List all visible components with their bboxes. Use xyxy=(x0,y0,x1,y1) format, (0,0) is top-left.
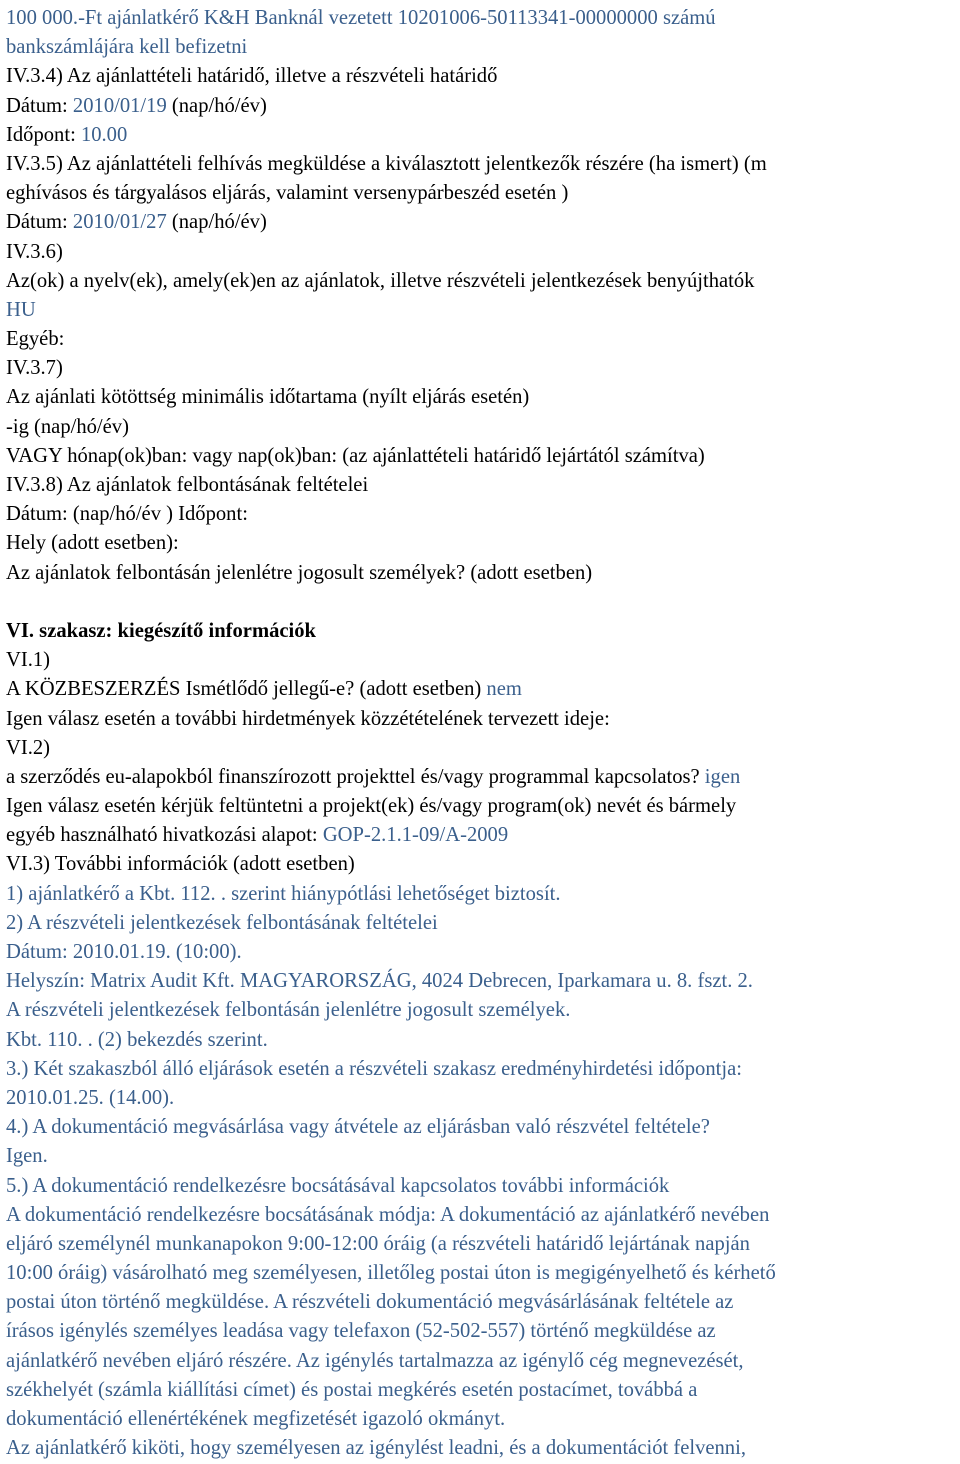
text-line xyxy=(6,1055,956,1084)
text-line xyxy=(6,734,956,763)
text-line xyxy=(6,880,956,909)
text-line xyxy=(6,296,956,325)
text-segment: Egyéb: xyxy=(6,328,65,351)
text-segment: Az ajánlati kötöttség minimális időtartama (nyílt eljárás esetén) xyxy=(6,386,530,409)
text-segment: 100 000.-Ft ajánlatkérő K&H Banknál vezetett 10201006-50113341-00000000 számú xyxy=(6,7,716,29)
text-segment: Dátum: xyxy=(6,211,73,234)
text-segment: 2010/01/19 xyxy=(72,94,167,117)
text-segment: Időpont: xyxy=(6,123,81,146)
text-segment: VI.3) További információk (adott esetben) xyxy=(6,853,355,876)
text-line xyxy=(6,938,956,967)
text-segment: VI.2) xyxy=(6,736,51,759)
text-segment: A dokumentáció rendelkezésre bocsátásának módja: A dokumentáció az ajánlatkérő nevében xyxy=(6,1203,770,1226)
top-lines xyxy=(6,4,956,588)
text-line xyxy=(6,500,956,529)
text-line xyxy=(6,92,956,121)
text-segment: ajánlatkérő nevében eljáró részére. Az igénylés tartalmazza az igénylő cég megnevezését, xyxy=(6,1349,744,1372)
text-segment: Az ajánlatkérő kiköti, hogy személyesen az igénylést leadni, és a dokumentációt felvenni, xyxy=(6,1437,746,1460)
text-segment: 2010/01/27 xyxy=(72,211,167,234)
text-segment: Kbt. 110. . (2) bekezdés szerint. xyxy=(6,1028,268,1051)
text-segment: 10:00 óráig) vásárolható meg személyesen, illetőleg postai úton is megigényelhető és kérhető xyxy=(6,1262,776,1285)
text-segment: IV.3.4) Az ajánlattételi határidő, illetve a részvételi határidő xyxy=(6,65,498,88)
text-line xyxy=(6,33,956,62)
text-segment: Igen válasz esetén a további hirdetmények közzétételének tervezett ideje: xyxy=(6,707,610,730)
text-line xyxy=(6,413,956,442)
text-line xyxy=(6,850,956,879)
text-line xyxy=(6,529,956,558)
text-segment: Igen válasz esetén kérjük feltüntetni a projekt(ek) és/vagy program(ok) nevét és bármely xyxy=(6,795,737,818)
text-segment: 1) ajánlatkérő a Kbt. 112. . szerint hiánypótlási lehetőséget biztosít. xyxy=(6,882,561,905)
text-line xyxy=(6,179,956,208)
text-segment: Az ajánlatok felbontásán jelenlétre jogosult személyek? (adott esetben) xyxy=(6,561,593,584)
text-segment: székhelyét (számla kiállítási címet) és postai megkérés esetén postacímet, továbbá a xyxy=(6,1378,698,1401)
text-line xyxy=(6,1376,956,1405)
text-segment: A KÖZBESZERZÉS Ismétlődő jellegű-e? (adott esetben) xyxy=(6,678,487,701)
text-segment: 10.00 xyxy=(80,123,128,146)
text-segment: (nap/hó/év) xyxy=(166,94,267,117)
text-segment: (nap/hó/év) xyxy=(166,211,267,234)
text-segment: egyéb használható hivatkozási alapot: xyxy=(6,824,323,847)
text-line xyxy=(6,909,956,938)
text-line xyxy=(6,238,956,267)
text-segment: Dátum: (nap/hó/év ) Időpont: xyxy=(6,503,248,526)
text-line xyxy=(6,821,956,850)
text-line xyxy=(6,967,956,996)
text-segment: Helyszín: Matrix Audit Kft. MAGYARORSZÁG, 4024 Debrecen, Iparkamara u. 8. fszt. 2. xyxy=(6,970,753,993)
text-line xyxy=(6,354,956,383)
text-segment: Dátum: 2010.01.19. (10:00). xyxy=(6,941,242,963)
bottom-lines xyxy=(6,646,956,1463)
text-line xyxy=(6,1230,956,1259)
text-segment: Az(ok) a nyelv(ek), amely(ek)en az ajánlatok, illetve részvételi jelentkezések benyújthatók xyxy=(6,269,755,292)
text-segment: VI.1) xyxy=(6,649,51,672)
text-segment: A részvételi jelentkezések felbontásán jelenlétre jogosult személyek. xyxy=(6,999,571,1022)
text-segment: 3.) Két szakaszból álló eljárások esetén a részvételi szakasz eredményhirdetési időpontja: xyxy=(6,1057,742,1080)
text-line xyxy=(6,763,956,792)
text-segment: Igen. xyxy=(6,1145,48,1168)
text-segment: dokumentáció ellenértékének megfizetését igazoló okmányt. xyxy=(6,1408,506,1430)
text-line xyxy=(6,1026,956,1055)
text-segment: igen xyxy=(704,765,741,788)
text-segment: írásos igénylés személyes leadása vagy telefaxon (52-502-557) történő megküldése az xyxy=(6,1320,716,1343)
text-line xyxy=(6,1084,956,1113)
text-segment: -ig (nap/hó/év) xyxy=(6,415,129,438)
text-segment: 2) A részvételi jelentkezések felbontásának feltételei xyxy=(6,911,438,934)
text-segment: IV.3.5) Az ajánlattételi felhívás megküldése a kiválasztott jelentkezők részére (ha ismert) (m xyxy=(6,152,767,175)
text-line xyxy=(6,121,956,150)
text-line xyxy=(6,1113,956,1142)
text-line xyxy=(6,267,956,296)
text-line xyxy=(6,1142,956,1171)
text-segment: HU xyxy=(6,298,36,321)
text-line xyxy=(6,1172,956,1201)
document-page xyxy=(6,4,956,1463)
text-line xyxy=(6,675,956,704)
text-line xyxy=(6,1288,956,1317)
section-heading: VI. szakasz: kiegészítő információk xyxy=(6,619,317,642)
text-line xyxy=(6,705,956,734)
text-segment: bankszámlájára kell befizetni xyxy=(6,36,248,59)
text-line xyxy=(6,792,956,821)
text-line xyxy=(6,150,956,179)
text-line xyxy=(6,1434,956,1463)
text-segment: 2010.01.25. (14.00). xyxy=(6,1086,175,1109)
text-line xyxy=(6,325,956,354)
text-line xyxy=(6,996,956,1025)
section-gap xyxy=(6,588,956,617)
text-segment: 5.) A dokumentáció rendelkezésre bocsátásával kapcsolatos további információk xyxy=(6,1174,670,1197)
text-segment: a szerződés eu-alapokból finanszírozott projekttel és/vagy programmal kapcsolatos? xyxy=(6,765,705,788)
text-segment: IV.3.7) xyxy=(6,357,63,380)
text-segment: nem xyxy=(486,678,522,701)
text-line xyxy=(6,442,956,471)
text-line xyxy=(6,62,956,91)
text-line xyxy=(6,1259,956,1288)
text-segment: IV.3.6) xyxy=(6,240,63,263)
text-segment: Hely (adott esetben): xyxy=(6,532,179,555)
text-segment: IV.3.8) Az ajánlatok felbontásának feltételei xyxy=(6,474,369,496)
text-segment: postai úton történő megküldése. A részvételi dokumentáció megvásárlásának feltétele az xyxy=(6,1291,734,1314)
text-line xyxy=(6,1347,956,1376)
text-segment: eljáró személynél munkanapokon 9:00-12:00 óráig (a részvételi határidő lejártának napján xyxy=(6,1232,750,1255)
text-line xyxy=(6,646,956,675)
text-line xyxy=(6,383,956,412)
text-segment: Dátum: xyxy=(6,94,73,117)
text-line xyxy=(6,559,956,588)
text-line xyxy=(6,471,956,500)
text-segment: eghívásos és tárgyalásos eljárás, valamint versenypárbeszéd esetén ) xyxy=(6,182,569,205)
text-line xyxy=(6,1405,956,1434)
text-line xyxy=(6,1317,956,1346)
text-segment: GOP-2.1.1-09/A-2009 xyxy=(322,824,509,847)
text-line xyxy=(6,208,956,237)
text-segment: VAGY hónap(ok)ban: vagy nap(ok)ban: (az ajánlattételi határidő lejártától számítva) xyxy=(6,444,705,467)
text-line xyxy=(6,1201,956,1230)
text-line xyxy=(6,4,956,33)
text-segment: 4.) A dokumentáció megvásárlása vagy átvétele az eljárásban való részvétel feltétele? xyxy=(6,1116,710,1139)
